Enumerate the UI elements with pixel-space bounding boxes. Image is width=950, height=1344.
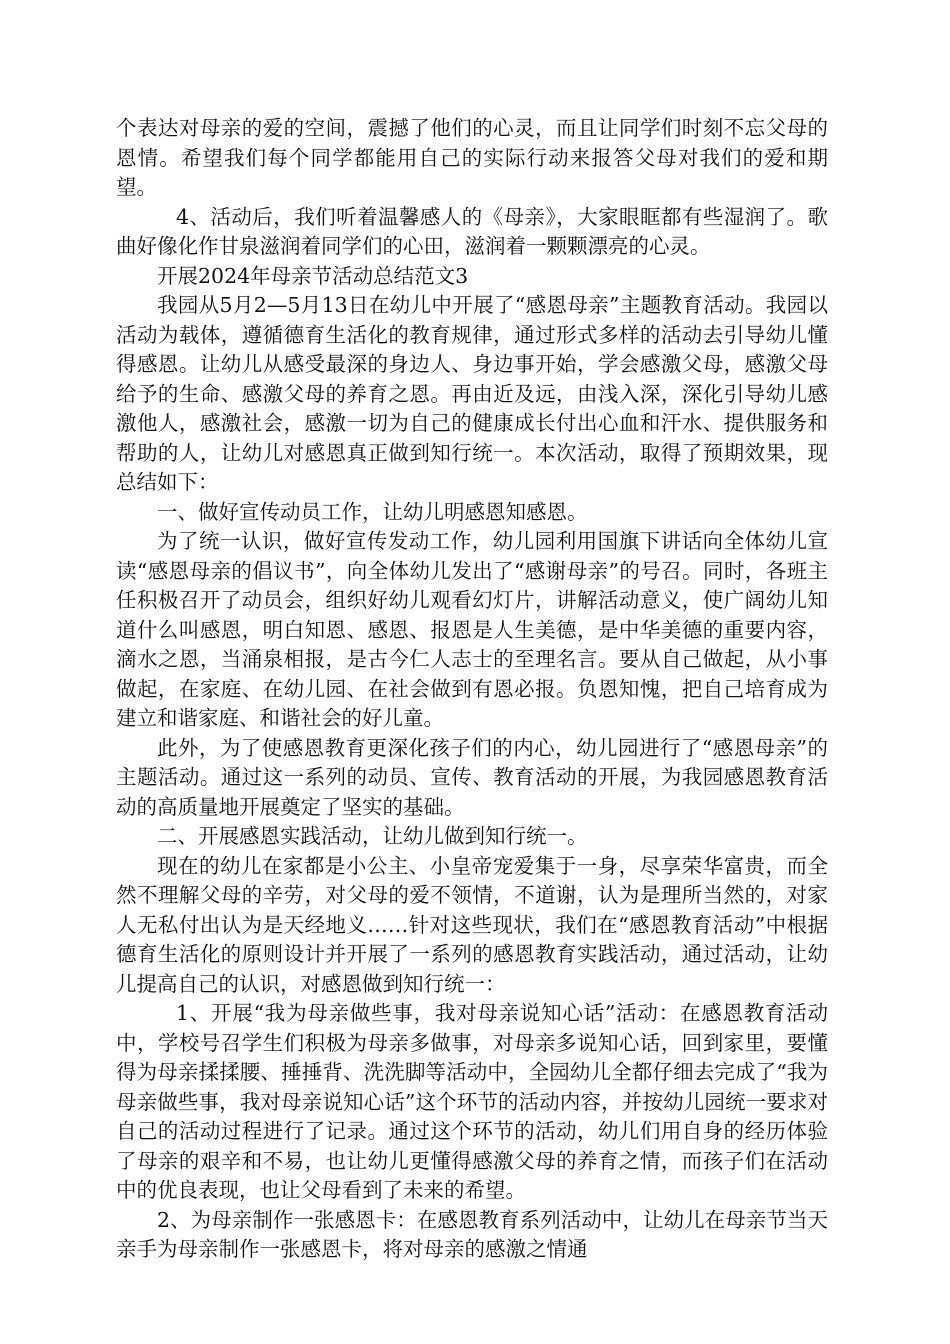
paragraph-furthermore: 此外，为了使感恩教育更深化孩子们的内心，幼儿园进行了“感恩母亲”的主题活动。通过这一系列的动员、宣传、教育活动的开展，为我园感恩教育活动的高质量地开展奠定了坚实的基础。 <box>116 735 828 819</box>
paragraph-item-4: 4、活动后，我们听着温馨感人的《母亲》，大家眼眶都有些湿润了。歌曲好像化作甘泉滋润着同学们的心田，滋润着一颗颗漂亮的心灵。 <box>116 204 828 258</box>
paragraph-publicity: 为了统一认识，做好宣传发动工作，幼儿园利用国旗下讲话向全体幼儿宣读“感恩母亲的倡议书”，向全体幼儿发出了“感谢母亲”的号召。同时，各班主任积极召开了动员会，组织好幼儿观看幻灯片，讲解活动意义，使广阔幼儿知道什么叫感恩，明白知恩、感恩、报恩是人生美德，是中华美德的重要内容，滴水之恩，当涌泉相报，是古今仁人志士的至理名言。要从自己做起，从小事做起，在家庭、在幼儿园、在社会做到有恩必报。负恩知愧，把自己培育成为建立和谐家庭、和谐社会的好儿童。 <box>116 529 828 730</box>
paragraph-current-situation: 现在的幼儿在家都是小公主、小皇帝宠爱集于一身，尽享荣华富贵，而全然不理解父母的辛劳，对父母的爱不领情，不道谢，认为是理所当然的，对家人无私付出认为是天经地义……针对这些现状，我们在“感恩教育活动”中根据德育生活化的原则设计并开展了一系列的感恩教育实践活动，通过活动，让幼儿提高自己的认识，对感恩做到知行统一： <box>116 853 828 996</box>
paragraph-intro: 我园从5月2—5月13日在幼儿中开展了“感恩母亲”主题教育活动。我园以活动为载体，遵循德育生活化的教育规律，通过形式多样的活动去引导幼儿懂得感恩。让幼儿从感受最深的身边人、身边事开始，学会感激父母，感激父母给予的生命、感激父母的养育之恩。再由近及远，由浅入深，深化引导幼儿感激他人，感激社会，感激一切为自己的健康成长付出心血和汗水、提供服务和帮助的人，让幼儿对感恩真正做到知行统一。本次活动，取得了预期效果，现总结如下： <box>116 293 828 494</box>
paragraph-continuation: 个表达对母亲的爱的空间，震撼了他们的心灵，而且让同学们时刻不忘父母的恩情。希望我们每个同学都能用自己的实际行动来报答父母对我们的爱和期望。 <box>116 116 828 199</box>
heading-part-one: 一、做好宣传动员工作，让幼儿明感恩知感恩。 <box>157 499 588 524</box>
section-title: 开展2024年母亲节活动总结范文3 <box>157 263 469 288</box>
heading-part-two: 二、开展感恩实践活动，让幼儿做到知行统一。 <box>157 824 588 848</box>
paragraph-activity-1: 1、开展“我为母亲做些事，我对母亲说知心话”活动：在感恩教育活动中，学校号召学生们积极为母亲多做事，对母亲多说知心话，回到家里，要懂得为母亲揉揉腰、捶捶背、洗洗脚等活动中，全园幼儿全都仔细去完成了“我为母亲做些事，我对母亲说知心话”这个环节的活动内容，并按幼儿园统一要求对自己的活动过程进行了记录。通过这个环节的活动，幼儿们用自身的经历体验了母亲的艰辛和不易，也让幼儿更懂得感激父母的养育之情，而孩子们在活动中的优良表现，也让父母看到了未来的希望。 <box>116 1001 828 1202</box>
paragraph-activity-2: 2、为母亲制作一张感恩卡：在感恩教育系列活动中，让幼儿在母亲节当天亲手为母亲制作一张感恩卡，将对母亲的感激之情通 <box>116 1207 828 1261</box>
document-body <box>116 114 828 1265</box>
